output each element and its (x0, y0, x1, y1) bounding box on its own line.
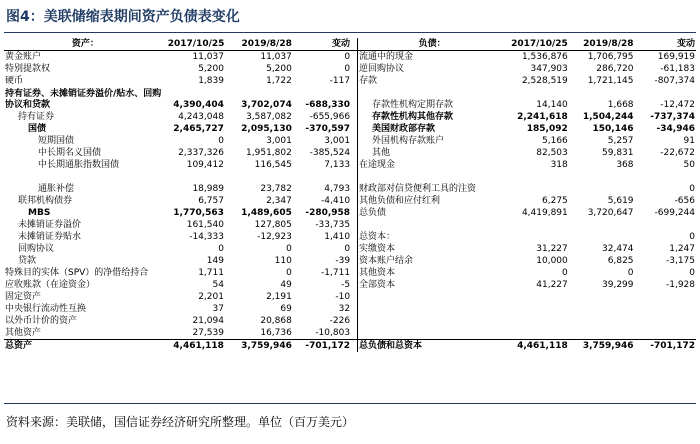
liability-value-2017: 6,275 (542, 196, 568, 206)
liability-value-2019: 0 (627, 268, 634, 278)
liability-value-2017 (506, 219, 569, 231)
liability-label: 其他负债和应付红利 (359, 196, 441, 206)
asset-change: -385,524 (309, 148, 351, 158)
total-assets-change: -701,172 (293, 340, 351, 353)
table-row (4, 147, 696, 159)
table-row (4, 267, 696, 279)
liability-label: 美国财政部存款 (372, 124, 436, 134)
date2-header: 2019/8/28 (225, 38, 293, 51)
liability-value-2019: 39,299 (602, 280, 634, 290)
asset-value-2019: 1,951,802 (246, 148, 292, 158)
asset-value-2019: 2,191 (266, 292, 292, 302)
liability-label (358, 315, 507, 327)
asset-label: 以外币计价的资产 (5, 316, 78, 326)
liability-change: 169,919 (657, 52, 695, 62)
table-body (4, 51, 696, 353)
liability-label: 其他资本 (359, 268, 396, 278)
liability-value-2017: 1,536,876 (521, 52, 568, 62)
liability-value-2019 (569, 303, 635, 315)
liability-value-2017: 318 (550, 160, 568, 170)
table-row (4, 51, 696, 64)
asset-value-2017: 1,711 (198, 268, 224, 278)
change-header: 变动 (293, 38, 351, 51)
liability-change: -1,928 (665, 280, 695, 290)
asset-label: 国债 (28, 124, 47, 134)
liability-label (358, 327, 507, 340)
asset-value-2017: 2,465,727 (173, 124, 224, 134)
liability-value-2017: 5,166 (542, 136, 568, 146)
asset-value-2019: 2,347 (266, 196, 292, 206)
balance-sheet-table (4, 38, 696, 352)
liability-value-2017: 0 (562, 268, 568, 278)
liability-change (635, 219, 696, 231)
asset-value-2017: 161,540 (186, 220, 224, 230)
liability-change (635, 327, 696, 340)
table-row (4, 219, 696, 231)
liability-value-2019 (569, 315, 635, 327)
asset-value-2017: 6,757 (198, 196, 224, 206)
asset-value-2017: 54 (212, 280, 224, 290)
asset-change: 0 (344, 244, 351, 254)
liability-label: 其他 (372, 148, 391, 158)
liability-value-2019: 32,474 (602, 244, 634, 254)
asset-value-2017: 149 (206, 256, 224, 266)
liability-value-2019: 3,720,647 (587, 208, 634, 218)
liability-value-2017: 41,227 (536, 280, 568, 290)
asset-value-2017: 2,201 (198, 292, 224, 302)
asset-label: 回购协议 (18, 244, 55, 254)
asset-change: -4,410 (321, 196, 351, 206)
liability-value-2019: 368 (616, 160, 634, 170)
table-row (4, 123, 696, 135)
liability-label: 总负债 (359, 208, 387, 218)
asset-change: -117 (329, 76, 351, 86)
asset-label: 持有证券 (18, 112, 55, 122)
liability-change (635, 315, 696, 327)
asset-value-2017: 4,390,404 (173, 100, 224, 110)
liability-label: 流通中的现金 (359, 52, 414, 62)
asset-change: 1,410 (324, 232, 351, 242)
liability-value-2017: 4,419,891 (521, 208, 568, 218)
liability-label (358, 303, 507, 315)
liability-change: 1,247 (669, 244, 695, 254)
total-liabilities-capital-2019: 3,759,946 (569, 340, 635, 353)
total-row (4, 340, 696, 353)
asset-change: -39 (335, 256, 351, 266)
asset-label: 硬币 (5, 76, 24, 86)
asset-value-2017: 4,243,048 (178, 112, 224, 122)
asset-change: -1,711 (321, 268, 351, 278)
asset-value-2019: 3,587,082 (246, 112, 292, 122)
asset-change: 7,133 (324, 160, 351, 170)
liability-change: -656 (674, 196, 695, 206)
liability-value-2017: 82,503 (536, 148, 568, 158)
asset-label: 联邦机构债券 (18, 196, 73, 206)
asset-value-2017: 1,839 (198, 76, 224, 86)
liability-change: -22,672 (660, 148, 695, 158)
table-row (4, 255, 696, 267)
asset-change: 4,793 (324, 184, 351, 194)
liabilities-header: 负债： (358, 38, 507, 51)
liability-value-2017 (506, 315, 569, 327)
liability-label: 存款性机构其他存款 (372, 112, 454, 122)
liability-value-2017: 10,000 (536, 256, 568, 266)
asset-value-2017: 11,037 (192, 52, 224, 62)
liability-value-2017: 31,227 (536, 244, 568, 254)
liability-value-2019: 1,721,145 (587, 76, 634, 86)
table-row (4, 171, 696, 195)
liability-change: -34,946 (656, 124, 695, 134)
total-liabilities-capital-2017: 4,461,118 (506, 340, 569, 353)
asset-change: -10 (335, 292, 351, 302)
asset-label: MBS (28, 208, 51, 218)
date1-header-right: 2017/10/25 (506, 38, 569, 51)
liability-label: 存款性机构定期存款 (372, 100, 454, 110)
liability-change: 0 (689, 184, 695, 194)
asset-value-2019: 11,037 (260, 52, 292, 62)
asset-change: 32 (338, 304, 351, 314)
total-assets-label: 总资产 (4, 340, 167, 353)
asset-change: 0 (344, 52, 351, 62)
asset-value-2019: 49 (280, 280, 292, 290)
liability-change: -699,244 (654, 208, 695, 218)
asset-label: 通胀补偿 (38, 184, 75, 194)
liability-value-2017 (506, 291, 569, 303)
asset-change: 3,001 (324, 136, 351, 146)
asset-label: 贷款 (18, 256, 37, 266)
liability-value-2019: 59,831 (602, 148, 634, 158)
total-liabilities-capital-change: -701,172 (635, 340, 696, 353)
assets-header: 资产： (4, 38, 167, 51)
asset-value-2019: 0 (286, 268, 292, 278)
asset-value-2019: 2,095,130 (241, 124, 292, 134)
asset-value-2019: 16,736 (260, 328, 292, 338)
liability-value-2019 (569, 291, 635, 303)
asset-value-2019: 69 (280, 304, 292, 314)
liability-value-2017 (506, 303, 569, 315)
asset-value-2019: 110 (274, 256, 292, 266)
asset-label: 特别提款权 (5, 64, 51, 74)
asset-label: 持有证券、未摊销证券溢价/贴水、回购协议和贷款 (5, 89, 162, 110)
asset-label: 应收账款（在途资金） (5, 280, 96, 290)
table-row (4, 315, 696, 327)
asset-value-2017: 37 (212, 304, 224, 314)
asset-change: -280,958 (305, 208, 351, 218)
liability-change (635, 291, 696, 303)
asset-value-2017: 21,094 (192, 316, 224, 326)
top-rule (4, 32, 696, 33)
liability-value-2019 (569, 171, 635, 195)
asset-value-2017: 109,412 (186, 160, 224, 170)
asset-value-2017: 0 (218, 136, 224, 146)
asset-label: 中长期通胀指数国债 (38, 160, 120, 170)
asset-label: 中长期名义国债 (38, 148, 102, 158)
liability-change: -807,374 (654, 76, 695, 86)
asset-value-2019: 127,805 (254, 220, 292, 230)
asset-label: 固定资产 (5, 292, 42, 302)
asset-change: -370,597 (305, 124, 351, 134)
liability-value-2019: 1,668 (607, 100, 634, 110)
table-row (4, 327, 696, 340)
asset-change: -226 (329, 316, 351, 326)
liability-change: -737,374 (650, 112, 695, 122)
asset-value-2019: 23,782 (260, 184, 292, 194)
asset-change: -10,803 (315, 328, 351, 338)
asset-value-2019: 116,545 (254, 160, 292, 170)
asset-value-2019: 20,868 (260, 316, 292, 326)
total-assets-2019: 3,759,946 (225, 340, 293, 353)
asset-change: 0 (344, 64, 351, 74)
liability-change (635, 303, 696, 315)
liability-label: 在途现金 (359, 160, 396, 170)
liability-value-2017: 14,140 (536, 100, 568, 110)
liability-value-2017: 347,903 (530, 64, 568, 74)
table-row (4, 135, 696, 147)
liability-change: -3,175 (665, 256, 695, 266)
liability-label: 实缴资本 (359, 244, 396, 254)
asset-value-2017: -14,333 (189, 232, 224, 242)
asset-value-2019: 1,722 (266, 76, 292, 86)
liability-change: -61,183 (660, 64, 695, 74)
asset-value-2017: 0 (218, 244, 224, 254)
asset-value-2017: 2,337,326 (178, 148, 224, 158)
liability-label: 财政部对信贷便利工具的注资 (359, 184, 477, 194)
liability-value-2017 (506, 231, 569, 243)
asset-label: 未摊销证券溢价 (18, 220, 82, 230)
asset-value-2019: 5,200 (266, 64, 292, 74)
liability-value-2019: 5,619 (607, 196, 634, 206)
liability-label: 资本账户结余 (359, 256, 414, 266)
liability-value-2017 (506, 327, 569, 340)
liability-label: 全部资本 (359, 280, 396, 290)
asset-value-2017: 5,200 (198, 64, 224, 74)
date2-header-right: 2019/8/28 (569, 38, 635, 51)
table-row (4, 231, 696, 243)
asset-value-2019: 3,001 (266, 136, 292, 146)
table-row (4, 159, 696, 171)
asset-value-2019: 0 (286, 244, 292, 254)
liability-change: 0 (689, 232, 695, 242)
liability-value-2017 (506, 171, 569, 195)
liability-value-2019 (569, 231, 635, 243)
liability-value-2019: 6,825 (607, 256, 634, 266)
liability-value-2017: 2,241,618 (517, 112, 568, 122)
asset-label: 中央银行流动性互换 (5, 304, 87, 314)
table-row (4, 87, 696, 111)
asset-value-2019: 1,489,605 (241, 208, 292, 218)
liability-label: 存款 (359, 76, 378, 86)
total-liabilities-capital-label: 总负债和总资本 (358, 340, 507, 353)
asset-value-2017: 1,770,563 (173, 208, 224, 218)
change-header-right: 变动 (635, 38, 696, 51)
liability-value-2019 (569, 219, 635, 231)
liability-change: 91 (683, 136, 695, 146)
liability-value-2019: 286,720 (596, 64, 634, 74)
asset-label: 短期国债 (38, 136, 75, 146)
table-row (4, 303, 696, 315)
asset-label: 黄金账户 (5, 52, 42, 62)
liability-value-2019: 5,257 (607, 136, 634, 146)
liability-value-2019: 1,504,244 (582, 112, 634, 122)
table-row (4, 291, 696, 303)
asset-label: 未摊销证券贴水 (18, 232, 82, 242)
asset-label: 其他资产 (5, 328, 42, 338)
liability-label: 总资本： (359, 232, 396, 242)
liability-change: 0 (689, 268, 695, 278)
table-row (4, 207, 696, 219)
table-row (4, 63, 696, 75)
liability-change: 50 (683, 160, 695, 170)
table-row (4, 279, 696, 291)
asset-value-2017: 18,989 (192, 184, 224, 194)
bottom-rule (4, 403, 696, 404)
table-row (4, 195, 696, 207)
header-row (4, 38, 696, 51)
table-row (4, 111, 696, 123)
liability-value-2017: 2,528,519 (521, 76, 568, 86)
asset-value-2019: 3,702,074 (241, 100, 292, 110)
liability-value-2019 (569, 327, 635, 340)
liability-value-2019: 1,706,795 (587, 52, 634, 62)
source-note: 资料来源：美联储，国信证券经济研究所整理。单位（百万美元） (6, 415, 355, 429)
asset-change: -655,966 (309, 112, 351, 122)
asset-value-2019: -12,923 (257, 232, 292, 242)
total-assets-2017: 4,461,118 (167, 340, 225, 353)
asset-value-2017: 27,539 (192, 328, 224, 338)
liability-label: 逆回购协议 (359, 64, 405, 74)
liability-value-2019: 150,146 (592, 124, 634, 134)
figure-title: 图4：美联储缩表期间资产负债表变化 (6, 9, 240, 25)
table-row (4, 243, 696, 255)
asset-change: -33,735 (315, 220, 351, 230)
liability-change: -12,472 (660, 100, 695, 110)
asset-change: -688,330 (305, 100, 351, 110)
asset-change: -5 (341, 280, 351, 290)
asset-label: 特殊目的实体（SPV）的净借给持合 (5, 268, 149, 278)
liability-label (358, 291, 507, 303)
liability-value-2017: 185,092 (526, 124, 568, 134)
date1-header: 2017/10/25 (167, 39, 225, 49)
liability-label: 外国机构存款账户 (372, 136, 445, 146)
table-row (4, 75, 696, 87)
liability-label (358, 219, 507, 231)
